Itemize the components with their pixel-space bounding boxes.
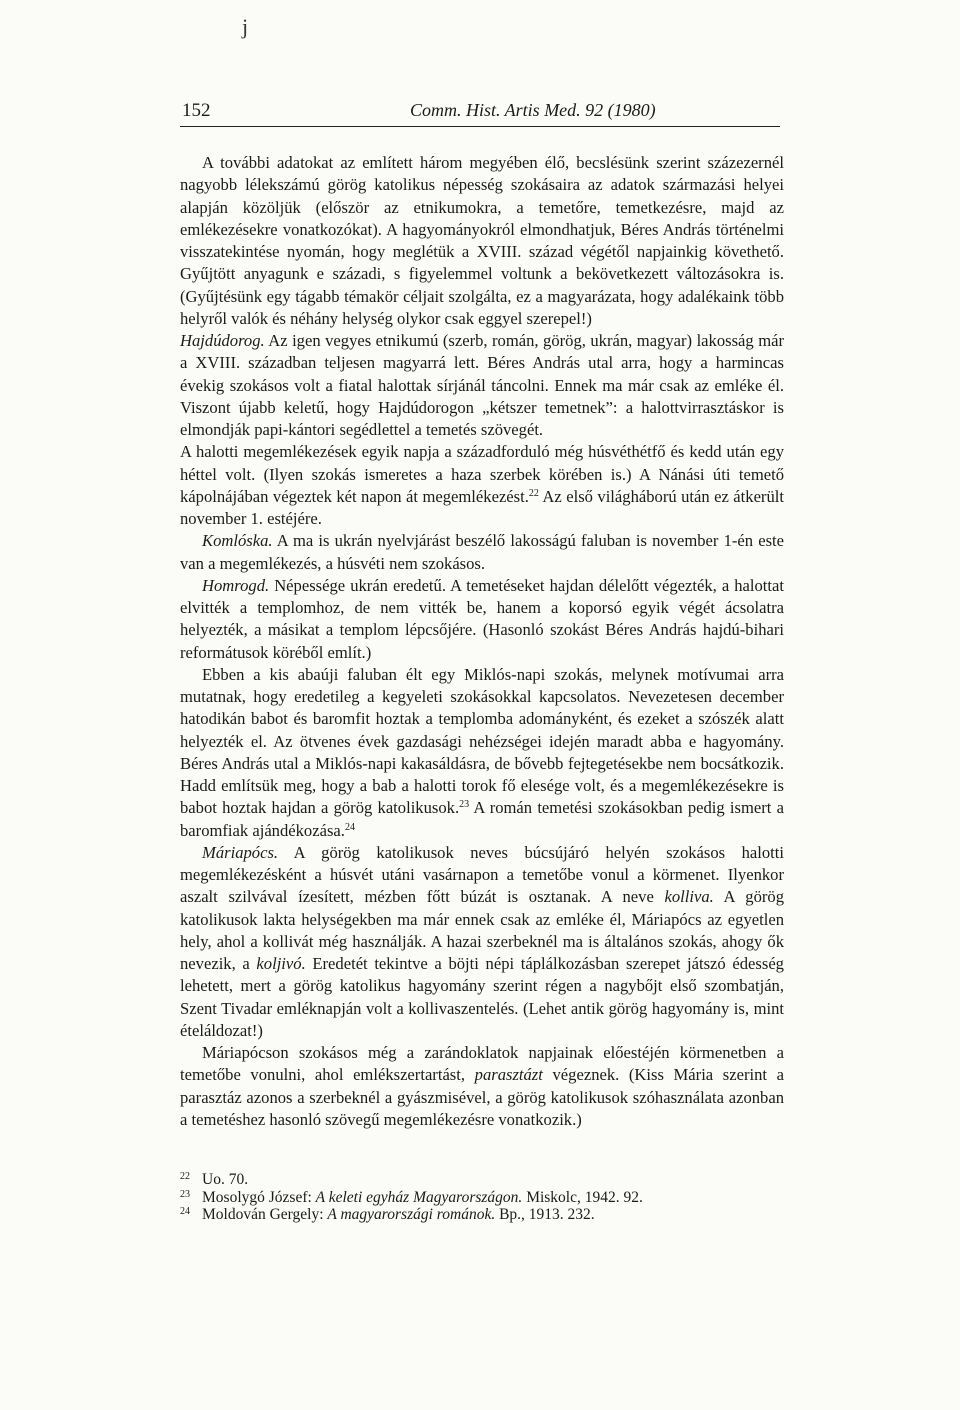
footnote-number: 23: [180, 1188, 190, 1200]
paragraph-text: Ebben a kis abaúji faluban élt egy Miklós-napi szokás, melynek motívumai arra mutatnak, hogy eredetileg a kegyeleti szokásokkal kapcsolatos. Nevezetesen december hatodikán babot és baromfit hoztak a templomba adományként, és ezeket a szószék alatt helyezték el. Az ötvenes évek gazdasági nehézségei idején maradt abba e hagyomány. Béres András utal a Miklós-napi kakasáldásra, de bővebb fejtegetésekbe nem bocsátkozik. Hadd említsük meg, hogy a bab a halotti torok fő elesége volt, és a megemlékezésekre is babot hoztak hajdan a görög katolikusok.: [180, 664, 784, 818]
stray-pen-mark: j: [242, 14, 249, 39]
paragraph-text: Az első világháború után ez átkerült november 1. estéjére.: [180, 486, 784, 528]
paragraph-komloska: [180, 530, 784, 575]
footnote-number: 22: [180, 1171, 190, 1182]
footnote-22: [180, 1171, 784, 1189]
footnotes: [180, 1171, 784, 1224]
paragraph-text: A halotti megemlékezések egyik napja a századforduló még húsvéthétfő és kedd után egy héttel volt. (Ilyen szokás ismeretes a haza szerbek körében is.) A Nánási úti temető kápolnájában végeztek két napon át megemlékezést.: [180, 442, 784, 506]
paragraph-hajdudorog: [180, 330, 784, 441]
paragraph-mariapocs-pilgrimage: [180, 1042, 784, 1131]
paragraph-text: Népessége ukrán eredetű. A temetéseket hajdan délelőtt végezték, a halottat elvitték a templomhoz, de nem vitték be, hanem a koporsó egyik végét ácsolatra helyezték, a másikat a templom lépcsőjére. (Hasonló szokást Béres András hajdú-bihari reformátusok köréből említ.): [180, 575, 784, 662]
paragraph-text: Az igen vegyes etnikumú (szerb, román, görög, ukrán, magyar) lakosság már a XVIII. században teljesen magyarrá lett. Béres András utal arra, hogy a harmincas évekig szokásos volt a fiatal halottak sírjánál táncolni. Ennek ma már csak az emléke él. Viszont újabb keletű, hogy Hajdúdorogon „kétszer temetnek”: a halottvirrasztáskor is elmondják papi-kántori segédlettel a temetés szövegét.: [180, 331, 784, 439]
paragraph-commemoration: [180, 441, 784, 530]
paragraph-text: A további adatokat az említett három megyében élő, becslésünk szerint százezernél nagyobb lélekszámú görög katolikus népesség szokásaira az adatok származási helyei alapján közöljük (először az etnikumokra, a temetőre, temetkezésre, majd az emlékezésekre vonatkozókat). A hagyományokról elmondhatjuk, Béres András történelmi visszatekintése nyomán, hogy meglétük a XVIII. század végétől napjainkig követhető. Gyűjtött anyagunk e századi, s figyelemmel voltunk a bekövetkezett változásokra is. (Gyűjtésünk egy tágabb témakör céljait szolgálta, ez a magyarázata, hogy adalékaink több helyről valók és néhány helység olykor csak eggyel szerepel!): [180, 153, 784, 328]
paragraph-text: Eredetét tekintve a böjti népi táplálkozásban szerepet játszó édesség lehetett, mert a görög katolikus hagyomány szerint régen a nagybőjt első szombatján, Szent Tivadar emléknapján volt a kollivaszentelés. (Lehet antik görög hagyomány is, mint ételáldozat!): [180, 954, 784, 1040]
italic-term: parasztázt: [474, 1065, 543, 1085]
paragraph-text: Máriapócson szokásos még a zarándoklatok napjainak előestéjén körmenetben a temetőbe vonulni, ahol emlékszertartást,: [180, 1043, 784, 1085]
footnote-ref[interactable]: 24: [344, 821, 355, 833]
paragraph-text: végeznek. (Kiss Mária szerint a parasztáz azonos a szerbeknél a gyászmisével, a görög katolikusok szóhasználata azonban a temetéshez hasonló szövegű megemlékezésre vonatkozik.): [180, 1065, 784, 1129]
footnote-24: [180, 1206, 784, 1224]
footnote-text: Uo. 70.: [202, 1171, 249, 1188]
footnote-text: Moldován Gergely: A magyarországi románok. Bp., 1913. 232.: [202, 1206, 595, 1223]
italic-term: kolliva.: [664, 887, 714, 907]
paragraph-text: A görög katolikusok lakta helységekben ma már ennek csak az emléke él, Máriapócs az egyetlen hely, ahol a kollivát még használják. A hazai szerbeknél ma is általános szokás, ahogy ők nevezik, a: [180, 887, 784, 973]
paragraph-mariapocs: [180, 842, 784, 1042]
paragraph-intro: [180, 152, 784, 330]
place-name: Komlóska.: [202, 531, 273, 551]
place-name: Máriapócs.: [202, 842, 279, 862]
article-body: [180, 152, 784, 1131]
place-name: Hajdúdorog.: [180, 331, 265, 350]
paragraph-text: A görög katolikusok neves búcsújáró helyén szokásos halotti megemlékezésként a húsvét utáni vasárnapon a temetőbe vonul a körmenet. Ilyenkor aszalt szilvával ízesített, mézben főtt búzát is osztanak. A neve: [180, 842, 784, 907]
paragraph-text: A román temetési szokásokban pedig ismert a baromfiak ajándékozása.: [180, 798, 785, 840]
footnote-number: 24: [180, 1206, 190, 1217]
paragraph-miklos-nap: [180, 664, 784, 842]
footnote-text: Mosolygó József: A keleti egyház Magyarországon. Miskolc, 1942. 92.: [202, 1188, 643, 1206]
page-number: 152: [182, 100, 211, 121]
footnote-23: [180, 1189, 784, 1207]
footnote-ref[interactable]: 22: [528, 487, 539, 499]
place-name: Homrogd.: [202, 575, 270, 595]
paragraph-text: A ma is ukrán nyelvjárást beszélő lakosságú faluban is november 1-én este van a megemlékezés, a húsvéti nem szokásos.: [180, 531, 784, 573]
footnote-ref[interactable]: 23: [459, 799, 470, 811]
italic-term: koljivó.: [256, 954, 306, 973]
journal-citation: Comm. Hist. Artis Med. 92 (1980): [410, 100, 656, 120]
running-header: [180, 100, 780, 127]
paragraph-homrogd: [180, 575, 784, 664]
